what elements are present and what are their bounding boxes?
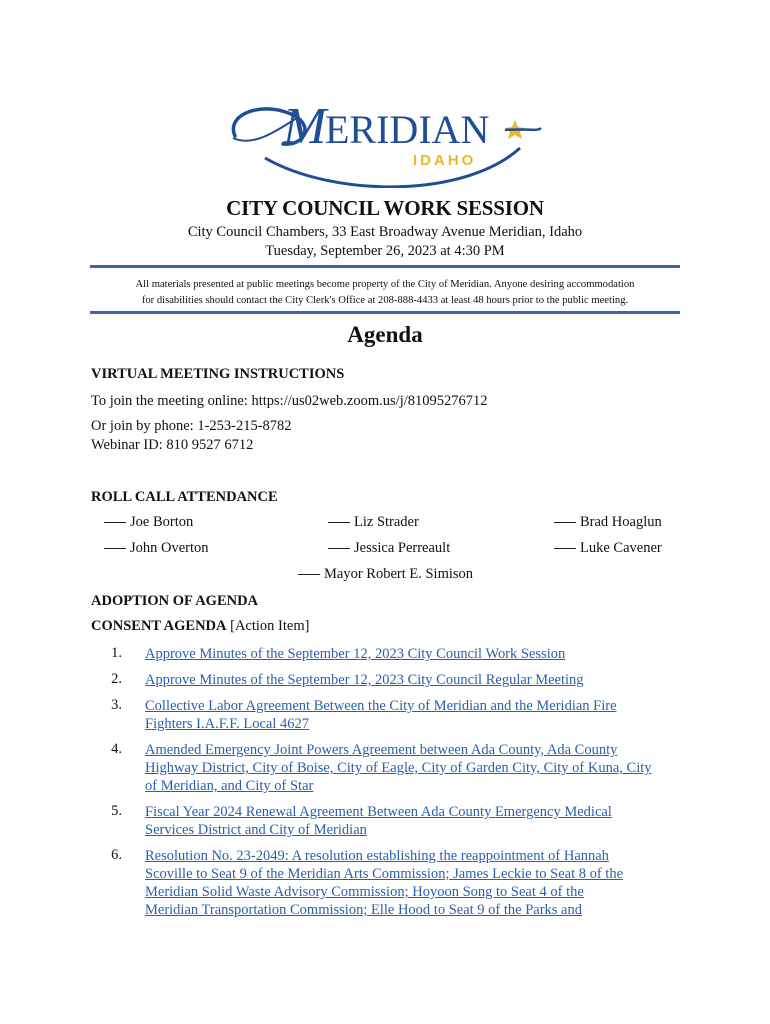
svg-text:ERIDIAN: ERIDIAN xyxy=(325,107,490,152)
virtual-heading: VIRTUAL MEETING INSTRUCTIONS xyxy=(91,366,345,382)
consent-item-line: Approve Minutes of the September 12, 2023 City Council Regular Meeting xyxy=(145,672,584,688)
consent-item-line: Approve Minutes of the September 12, 2023 City Council Work Session xyxy=(145,646,566,662)
roll-member: John Overton xyxy=(104,540,209,557)
svg-text:IDAHO: IDAHO xyxy=(413,152,477,169)
consent-item-link[interactable] xyxy=(145,847,675,919)
meeting-location: City Council Chambers, 33 East Broadway Avenue Meridian, Idaho xyxy=(187,224,583,240)
consent-item-line: Services District and City of Meridian xyxy=(145,822,367,838)
consent-item-number: 5. xyxy=(111,803,122,819)
agenda-heading: Agenda xyxy=(347,322,423,347)
consent-item-line: Fiscal Year 2024 Renewal Agreement Between Ada County Emergency Medical xyxy=(145,804,612,820)
roll-member: Liz Strader xyxy=(328,514,419,531)
consent-item-line: Collective Labor Agreement Between the City of Meridian and the Meridian Fire xyxy=(145,698,617,714)
consent-item-link[interactable] xyxy=(145,803,675,839)
svg-text:M: M xyxy=(283,98,327,155)
consent-item-line: Scoville to Seat 9 of the Meridian Arts Commission; James Leckie to Seat 8 of the xyxy=(145,866,624,882)
virtual-webinar: Webinar ID: 810 9527 6712 xyxy=(91,437,254,453)
consent-item-number: 1. xyxy=(111,645,122,661)
roll-mayor: Mayor Robert E. Simison xyxy=(298,566,473,583)
consent-item-link[interactable] xyxy=(145,645,675,663)
meridian-idaho-logo xyxy=(225,88,545,188)
roll-member: Jessica Perreault xyxy=(328,540,450,557)
roll-call-heading: ROLL CALL ATTENDANCE xyxy=(91,489,278,505)
consent-item-number: 2. xyxy=(111,671,122,687)
meeting-datetime: Tuesday, September 26, 2023 at 4:30 PM xyxy=(265,243,505,259)
consent-item-link[interactable] xyxy=(145,697,675,733)
consent-item-link[interactable] xyxy=(145,671,675,689)
roll-member: Brad Hoaglun xyxy=(554,514,662,531)
consent-item-number: 3. xyxy=(111,697,122,713)
consent-item-line: Meridian Transportation Commission; Elle Hood to Seat 9 of the Parks and xyxy=(145,902,582,918)
adoption-heading: ADOPTION OF AGENDA xyxy=(91,593,259,609)
top-rule xyxy=(90,265,680,268)
virtual-online: To join the meeting online: https://us02web.zoom.us/j/81095276712 xyxy=(91,393,488,409)
bottom-rule xyxy=(90,311,680,314)
notice-line-1: All materials presented at public meetings become property of the City of Meridian. Anyone desiring accommodation xyxy=(135,279,635,290)
consent-item-number: 6. xyxy=(111,847,122,863)
meeting-title: CITY COUNCIL WORK SESSION xyxy=(226,196,544,220)
consent-item-link[interactable] xyxy=(145,741,675,795)
consent-item-line: Resolution No. 23-2049: A resolution establishing the reappointment of Hannah xyxy=(145,848,609,864)
consent-item-line: Highway District, City of Boise, City of Eagle, City of Garden City, City of Kuna, City xyxy=(145,760,652,776)
consent-item-line: Amended Emergency Joint Powers Agreement between Ada County, Ada County xyxy=(145,742,618,758)
virtual-phone: Or join by phone: 1-253-215-8782 xyxy=(91,418,292,434)
consent-item-number: 4. xyxy=(111,741,122,757)
consent-heading-line: CONSENT AGENDA [Action Item] xyxy=(91,618,310,634)
consent-item-line: of Meridian, and City of Star xyxy=(145,778,314,794)
notice-line-2: for disabilities should contact the City Clerk's Office at 208-888-4433 at least 48 hours prior to the public meeting. xyxy=(141,295,629,306)
roll-member: Joe Borton xyxy=(104,514,193,531)
roll-member: Luke Cavener xyxy=(554,540,662,557)
consent-item-line: Fighters I.A.F.F. Local 4627 xyxy=(145,716,310,732)
consent-item-line: Meridian Solid Waste Advisory Commission; Hoyoon Song to Seat 4 of the xyxy=(145,884,584,900)
